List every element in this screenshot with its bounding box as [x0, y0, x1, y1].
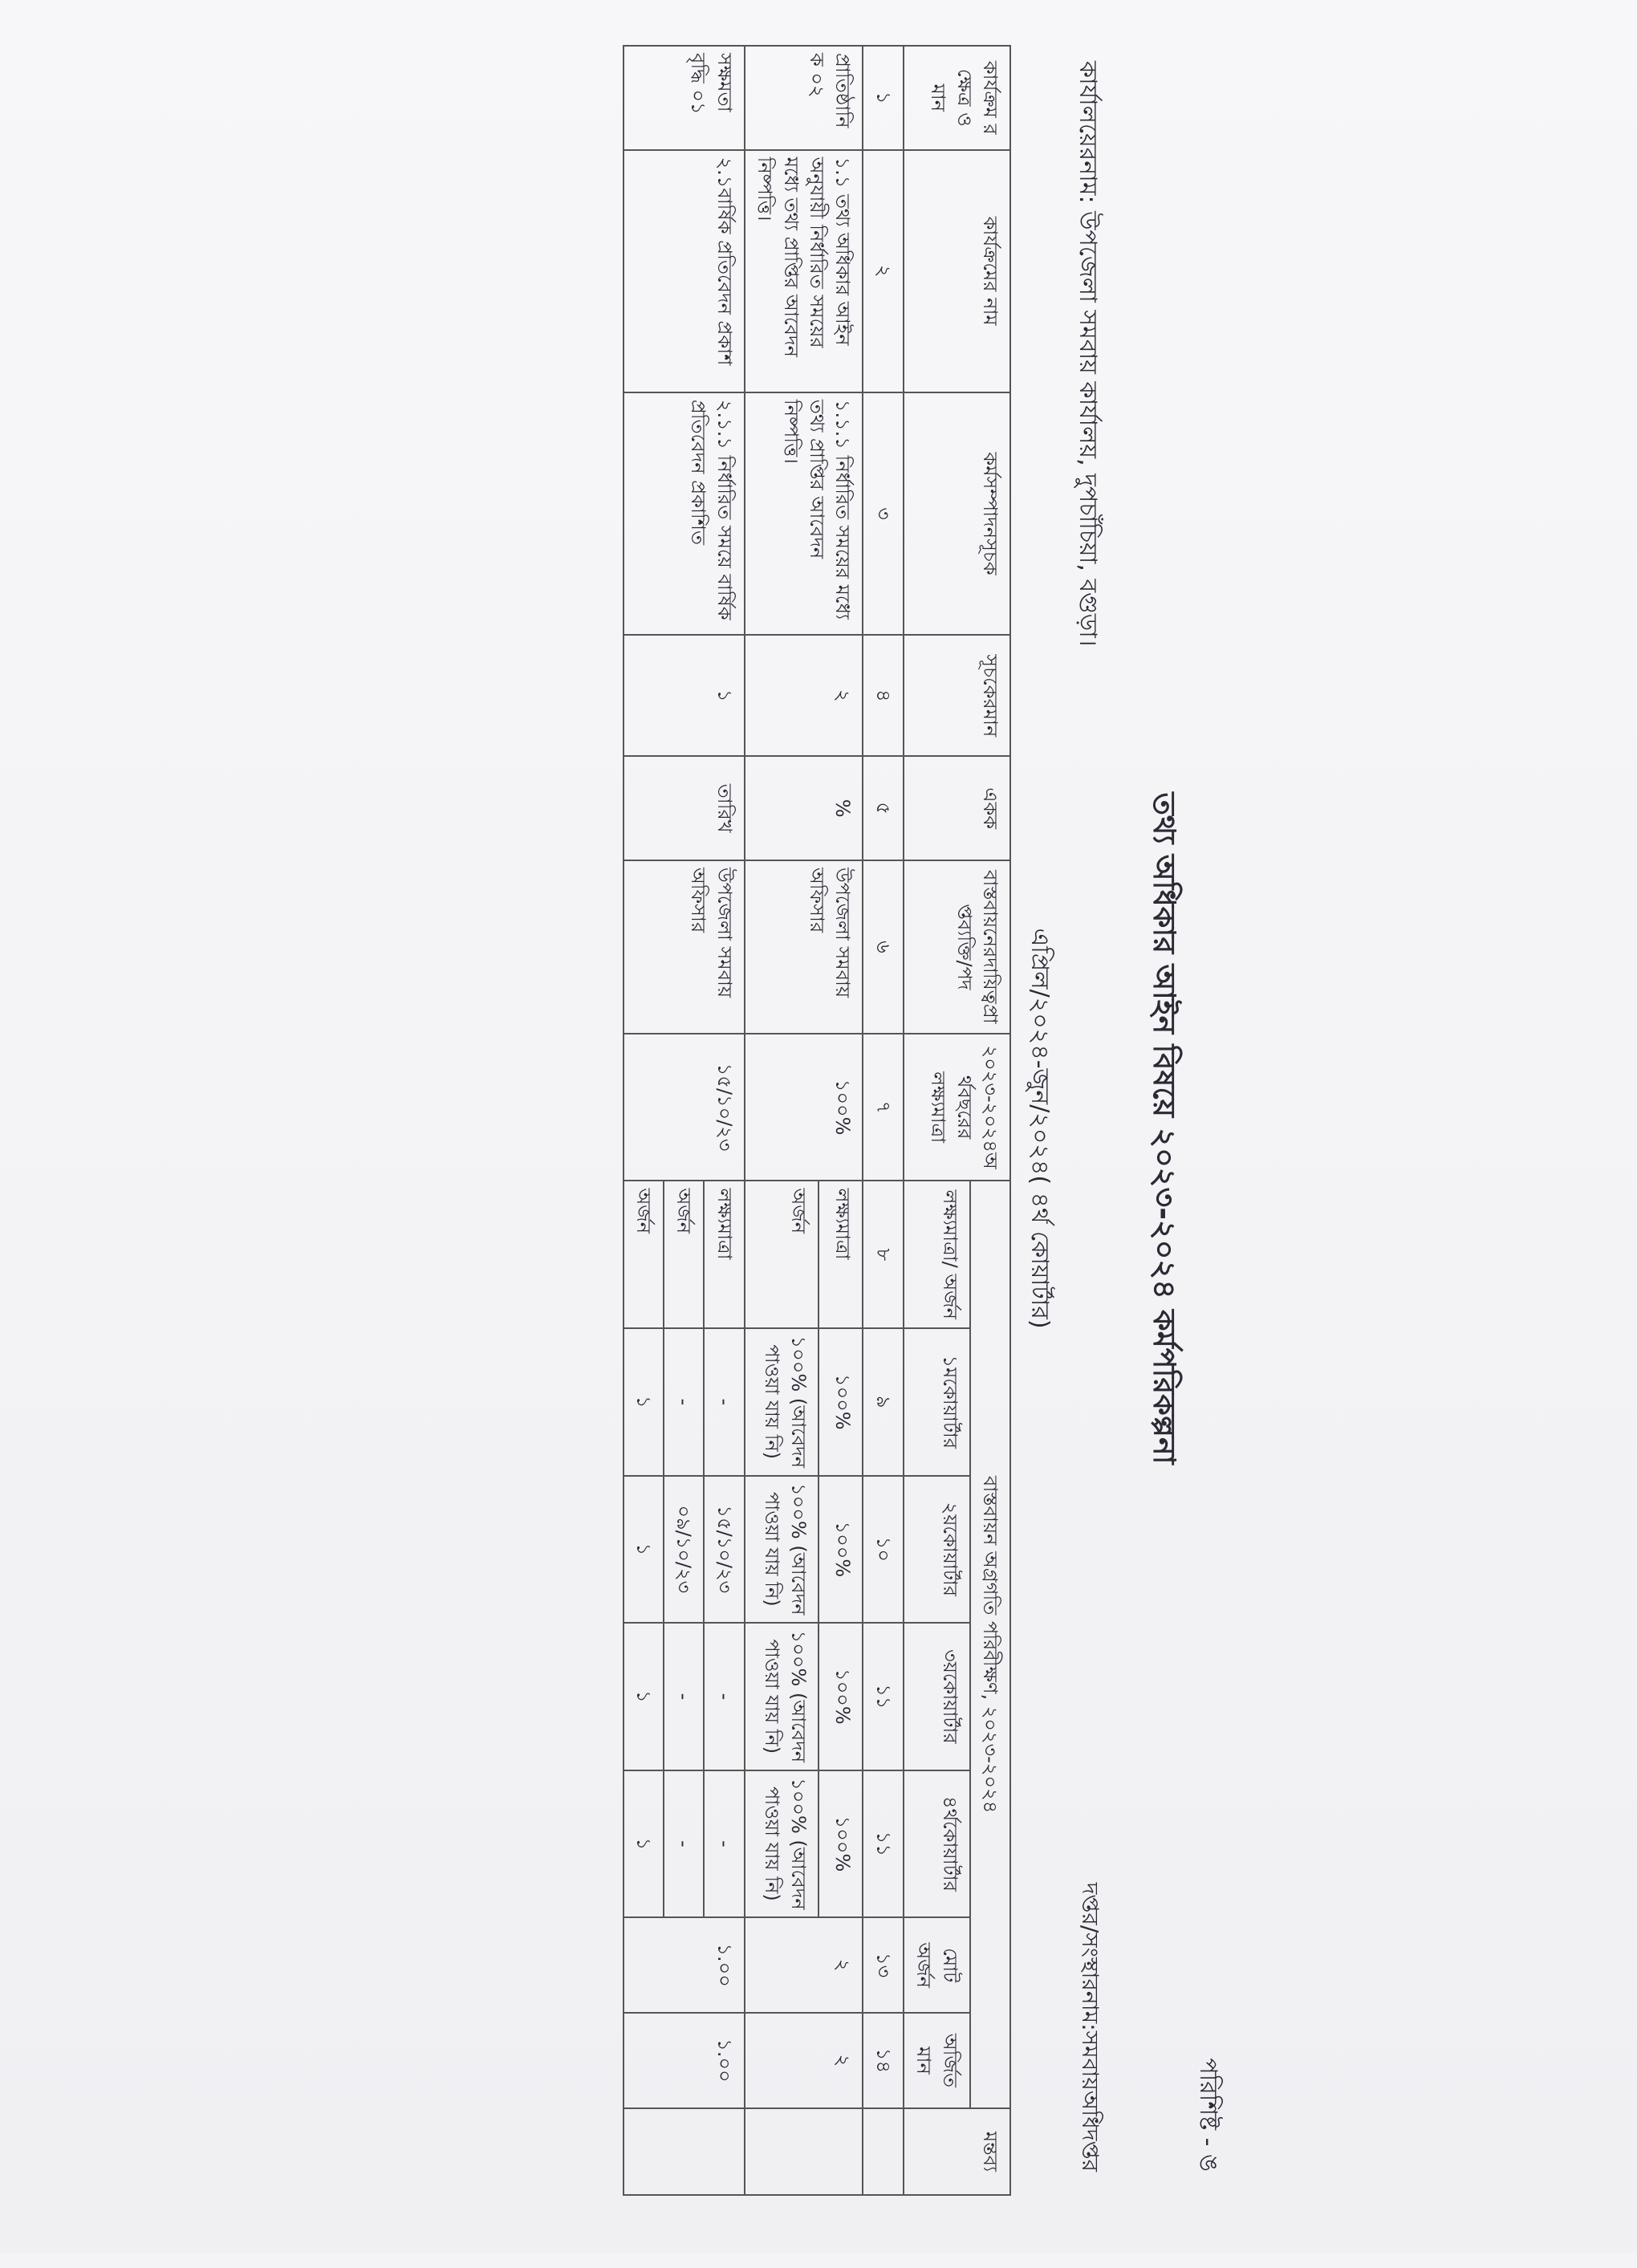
annual-target-cell: ১৫/১০/২৩	[624, 1034, 745, 1181]
q4-achieve-cell: ১০০% (আবেদন পাওয়া যায় নি)	[745, 1770, 818, 1918]
q1-achieve-cell: ১০০% (আবেদন পাওয়া যায় নি)	[745, 1328, 818, 1476]
remark-cell	[624, 2108, 745, 2195]
col-header: সূচকেরমান	[904, 635, 1010, 756]
q4-target-cell: ১০০%	[818, 1770, 863, 1918]
target-label-cell: লক্ষ্যমাত্রা	[818, 1181, 863, 1328]
indicator-cell: ১.১.১ নির্ধারিত সময়ের মধ্যে তথ্য প্রাপ্তির আবেদন নিষ্পত্তি।	[745, 392, 863, 635]
q2-achieve-cell: ১০০% (আবেদন পাওয়া যায় নি)	[745, 1476, 818, 1624]
col-number: ৪	[863, 635, 903, 756]
office-name: কার্যালয়েরনাম: উপজেলা সমবায় কার্যালয়, দুপচাঁচিয়া, বগুড়া।	[1074, 61, 1102, 647]
col-header: ২০২৩-২০২৪অর্থবছরের লক্ষ্যমাত্রা	[904, 1034, 1010, 1181]
remark-cell	[745, 2108, 863, 2195]
responsible-cell: উপজেলা সমবায় অফিসার	[745, 860, 863, 1034]
q2-achieve-cell: ০৯/১০/২৩	[664, 1476, 704, 1624]
col-header: একক	[904, 756, 1010, 860]
col-number: ১১	[863, 1623, 903, 1770]
col-header: মোট অর্জন	[904, 1917, 970, 2013]
total-cell: ১.০০	[624, 1917, 745, 2013]
q1-target-cell: ১০০%	[818, 1328, 863, 1476]
q1-achieve-cell: -	[664, 1328, 704, 1476]
q3-target-cell: -	[704, 1623, 744, 1770]
q4-target-cell: -	[704, 1770, 744, 1918]
target-label-cell: লক্ষ্যমাত্রা	[704, 1181, 744, 1328]
col-header: কর্মসম্পাদনসূচক	[904, 392, 1010, 635]
col-number: ৯	[863, 1328, 903, 1476]
indicator-cell: ২.১.১ নির্ধারিত সময়ে বার্ষিক প্রতিবেদন প্রকাশিত	[624, 392, 745, 635]
q2-target-cell: ১০০%	[818, 1476, 863, 1624]
q2-extra-cell: ১	[624, 1476, 664, 1624]
achieve-label-cell: অর্জন	[745, 1181, 818, 1328]
header-row	[970, 46, 1010, 2195]
col-header: ২য়কোয়ার্টার	[904, 1476, 970, 1624]
col-header: লক্ষ্যমাত্রা/ অর্জন	[904, 1181, 970, 1328]
achieve-label-cell: অর্জন	[664, 1181, 704, 1328]
col-number: ১৪	[863, 2013, 903, 2108]
responsible-cell: উপজেলা সমবায় অফিসার	[624, 860, 745, 1034]
reporting-period: এপ্রিল/২০২৪-জুন/২০২৪( ৪র্থ কোয়ার্টার)	[1026, 928, 1054, 1329]
col-number: ১১	[863, 1770, 903, 1918]
q3-achieve-cell: ১০০% (আবেদন পাওয়া যায় নি)	[745, 1623, 818, 1770]
column-number-row	[863, 46, 903, 2195]
annual-target-cell: ১০০%	[745, 1034, 863, 1181]
q3-target-cell: ১০০%	[818, 1623, 863, 1770]
q4-extra-cell: ১	[624, 1770, 664, 1918]
total-cell: ২	[745, 1917, 863, 2013]
table-row	[704, 46, 744, 2195]
group-header: বাস্তবায়ন অগ্রগতি পরিবীক্ষণ, ২০২৩-২০২৪	[970, 1181, 1010, 2107]
achieve-label-cell: অর্জন	[624, 1181, 664, 1328]
area-cell: প্রাতিষ্ঠানি ক ০২	[745, 46, 863, 150]
q3-extra-cell: ১	[624, 1623, 664, 1770]
department-name: দপ্তর/সংস্থারনাম:সমবায়অধিদপ্তর	[1077, 1882, 1103, 2172]
col-number: ৮	[863, 1181, 903, 1328]
col-number: ১০	[863, 1476, 903, 1624]
unit-cell: %	[745, 756, 863, 860]
score-cell: ১.০০	[624, 2013, 745, 2108]
col-number: ৬	[863, 860, 903, 1034]
col-header: ৩য়কোয়ার্টার	[904, 1623, 970, 1770]
table-row	[818, 46, 863, 2195]
col-header: ১মকোয়ার্টার	[904, 1328, 970, 1476]
col-number: ৩	[863, 392, 903, 635]
area-cell: সক্ষমতা বৃদ্ধি ০১	[624, 46, 745, 150]
document-title: তথ্য অধিকার আইন বিষয়ে ২০২৩-২০২৪ কর্মপরিকল্পনা	[1147, 792, 1182, 1465]
unit-cell: তারিখ	[624, 756, 745, 860]
activity-cell: ২.১বার্ষিক প্রতিবেদন প্রকাশ	[624, 150, 745, 392]
activity-cell: ১.১ তথ্য অধিকার আইন অনুযায়ী নির্ধারিত সময়ের মধ্যে তথ্য প্রাপ্তির আবেদন নিষ্পত্তি।	[745, 150, 863, 392]
indicator-value-cell: ১	[624, 635, 745, 756]
col-number: ৭	[863, 1034, 903, 1181]
col-number: ২	[863, 150, 903, 392]
q3-achieve-cell: -	[664, 1623, 704, 1770]
col-header: কার্যক্রমের নাম	[904, 150, 1010, 392]
indicator-value-cell: ২	[745, 635, 863, 756]
col-header: বাস্তবায়নেরদায়িত্বপ্রাপ্তব্যক্তি/পদ	[904, 860, 1010, 1034]
col-number: ৫	[863, 756, 903, 860]
col-header: ৪র্থকোয়ার্টার	[904, 1770, 970, 1918]
col-header: অর্জিত মান	[904, 2013, 970, 2108]
col-header: মন্তব্য	[904, 2108, 1010, 2195]
annex-label: পরিশিষ্ট - ঙ	[1194, 2058, 1222, 2172]
q1-target-cell: -	[704, 1328, 744, 1476]
col-number: ১	[863, 46, 903, 150]
col-header: কার্যক্রম র ক্ষেত্র ও মান	[904, 46, 1010, 150]
col-number	[863, 2108, 903, 2195]
q1-extra-cell: ১	[624, 1328, 664, 1476]
q2-target-cell: ১৫/১০/২৩	[704, 1476, 744, 1624]
col-number: ১৩	[863, 1917, 903, 2013]
q4-achieve-cell: -	[664, 1770, 704, 1918]
action-plan-table	[623, 45, 1011, 2196]
score-cell: ২	[745, 2013, 863, 2108]
